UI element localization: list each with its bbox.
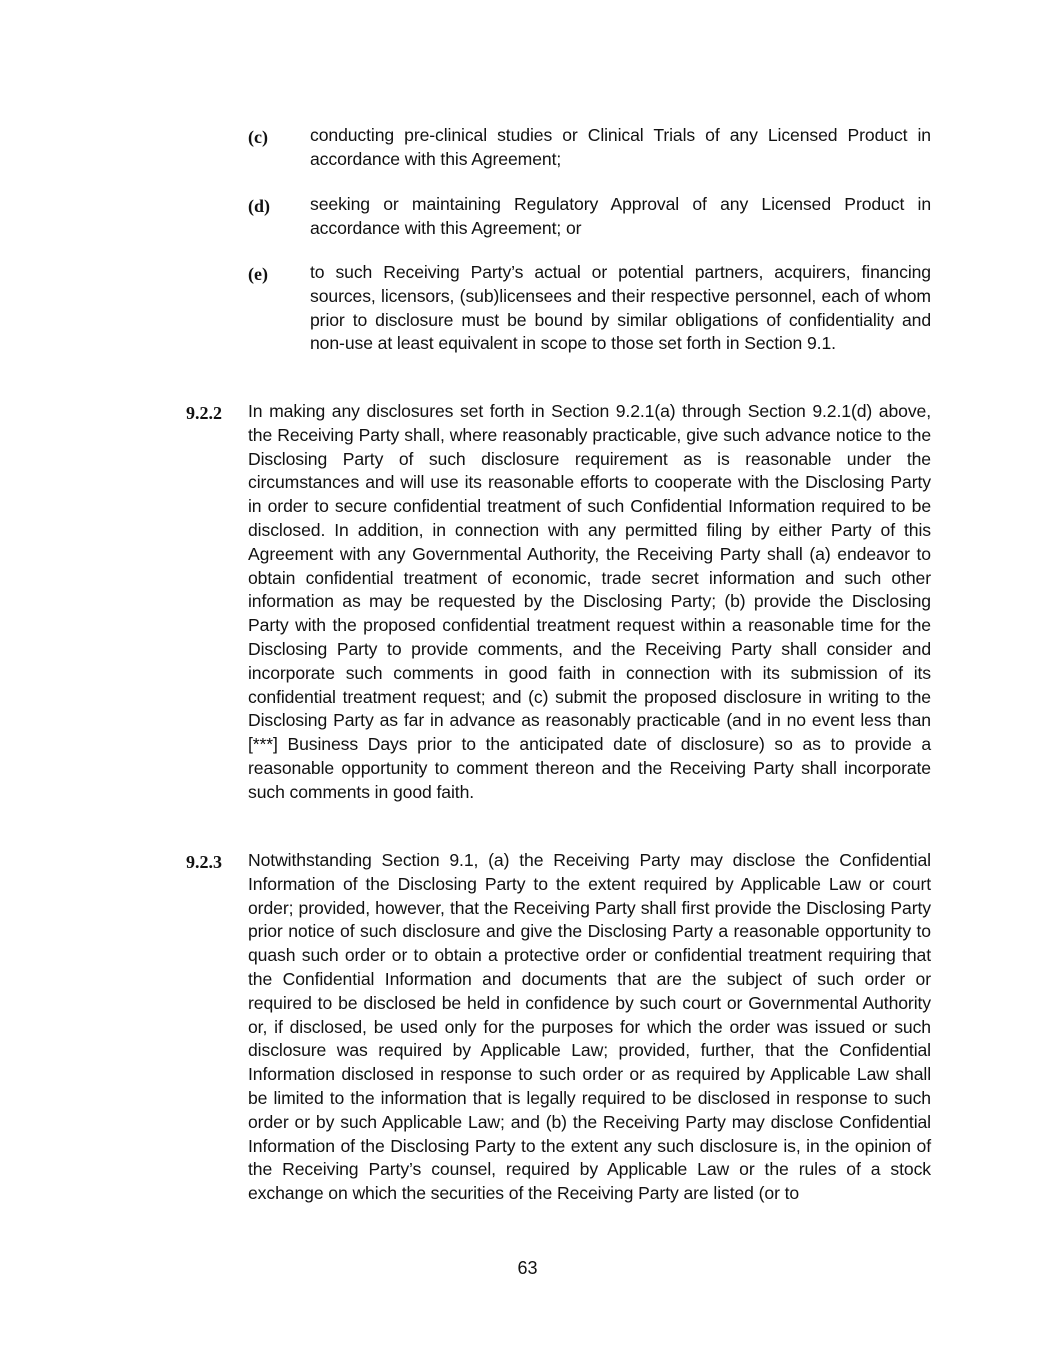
page-number: 63	[517, 1258, 538, 1278]
section-9-2-3-number: 9.2.3	[186, 852, 222, 872]
item-d-text: seeking or maintaining Regulatory Approval of any Licensed Product in accordance with this Agreement; or	[310, 194, 931, 238]
section-9-2-3-text: Notwithstanding Section 9.1, (a) the Receiving Party may disclose the Confidential Information of the Disclosing Party to the extent required by Applicable Law or court order; provided, however, that the Receiving Party shall first provide the Disclosing Party prior notice of such disclosure and give the Disclosing Party a reasonable opportunity to quash such order or to obtain a protective order or confidential treatment requiring that the Confidential Information and documents that are the subject of such order or required to be disclosed be held in confidence by such court or Governmental Authority or, if disclosed, be used only for the purposes for which the order was issued or such disclosure was required by Applicable Law; provided, further, that the Confidential Information disclosed in response to such order or as required by Applicable Law shall be limited to the information that is legally required to be disclosed in response to such order or by such Applicable Law; and (b) the Receiving Party may disclose Confidential Information of the Disclosing Party to the extent any such disclosure is, in the opinion of the Receiving Party’s counsel, required by Applicable Law or the rules of a stock exchange on which the securities of the Receiving Party are listed (or to	[248, 850, 931, 1204]
item-c-label: (c)	[248, 127, 268, 147]
section-9-2-2-number: 9.2.2	[186, 403, 222, 423]
item-c-text: conducting pre-clinical studies or Clinical Trials of any Licensed Product in accordance with this Agreement;	[310, 125, 931, 169]
item-d-label: (d)	[248, 196, 270, 216]
item-e-text: to such Receiving Party’s actual or potential partners, acquirers, financing sources, licensors, (sub)licensees and their respective personnel, each of whom prior to disclosure must be bound by similar obligations of confidentiality and non-use at least equivalent in scope to those set forth in Section 9.1.	[310, 262, 931, 354]
section-9-2-2-text: In making any disclosures set forth in Section 9.2.1(a) through Section 9.2.1(d) above, the Receiving Party shall, where reasonably practicable, give such advance notice to the Disclosing Party of such disclosure requirement as is reasonable under the circumstances and will use its reasonable efforts to cooperate with the Disclosing Party in order to secure confidential treatment of such Confidential Information required to be disclosed. In addition, in connection with any permitted filing by either Party of this Agreement with any Governmental Authority, the Receiving Party shall (a) endeavor to obtain confidential treatment of economic, trade secret information and such other information as may be requested by the Disclosing Party; (b) provide the Disclosing Party with the proposed confidential treatment request within a reasonable time for the Disclosing Party to provide comments, and the Receiving Party shall consider and incorporate such comments in good faith in connection with its submission of its confidential treatment request; and (c) submit the proposed disclosure in writing to the Disclosing Party as far in advance as reasonably practicable (and in no event less than [***] Business Days prior to the anticipated date of disclosure) so as to provide a reasonable opportunity to comment thereon and the Receiving Party shall incorporate such comments in good faith.	[248, 401, 931, 802]
item-e-label: (e)	[248, 264, 268, 284]
